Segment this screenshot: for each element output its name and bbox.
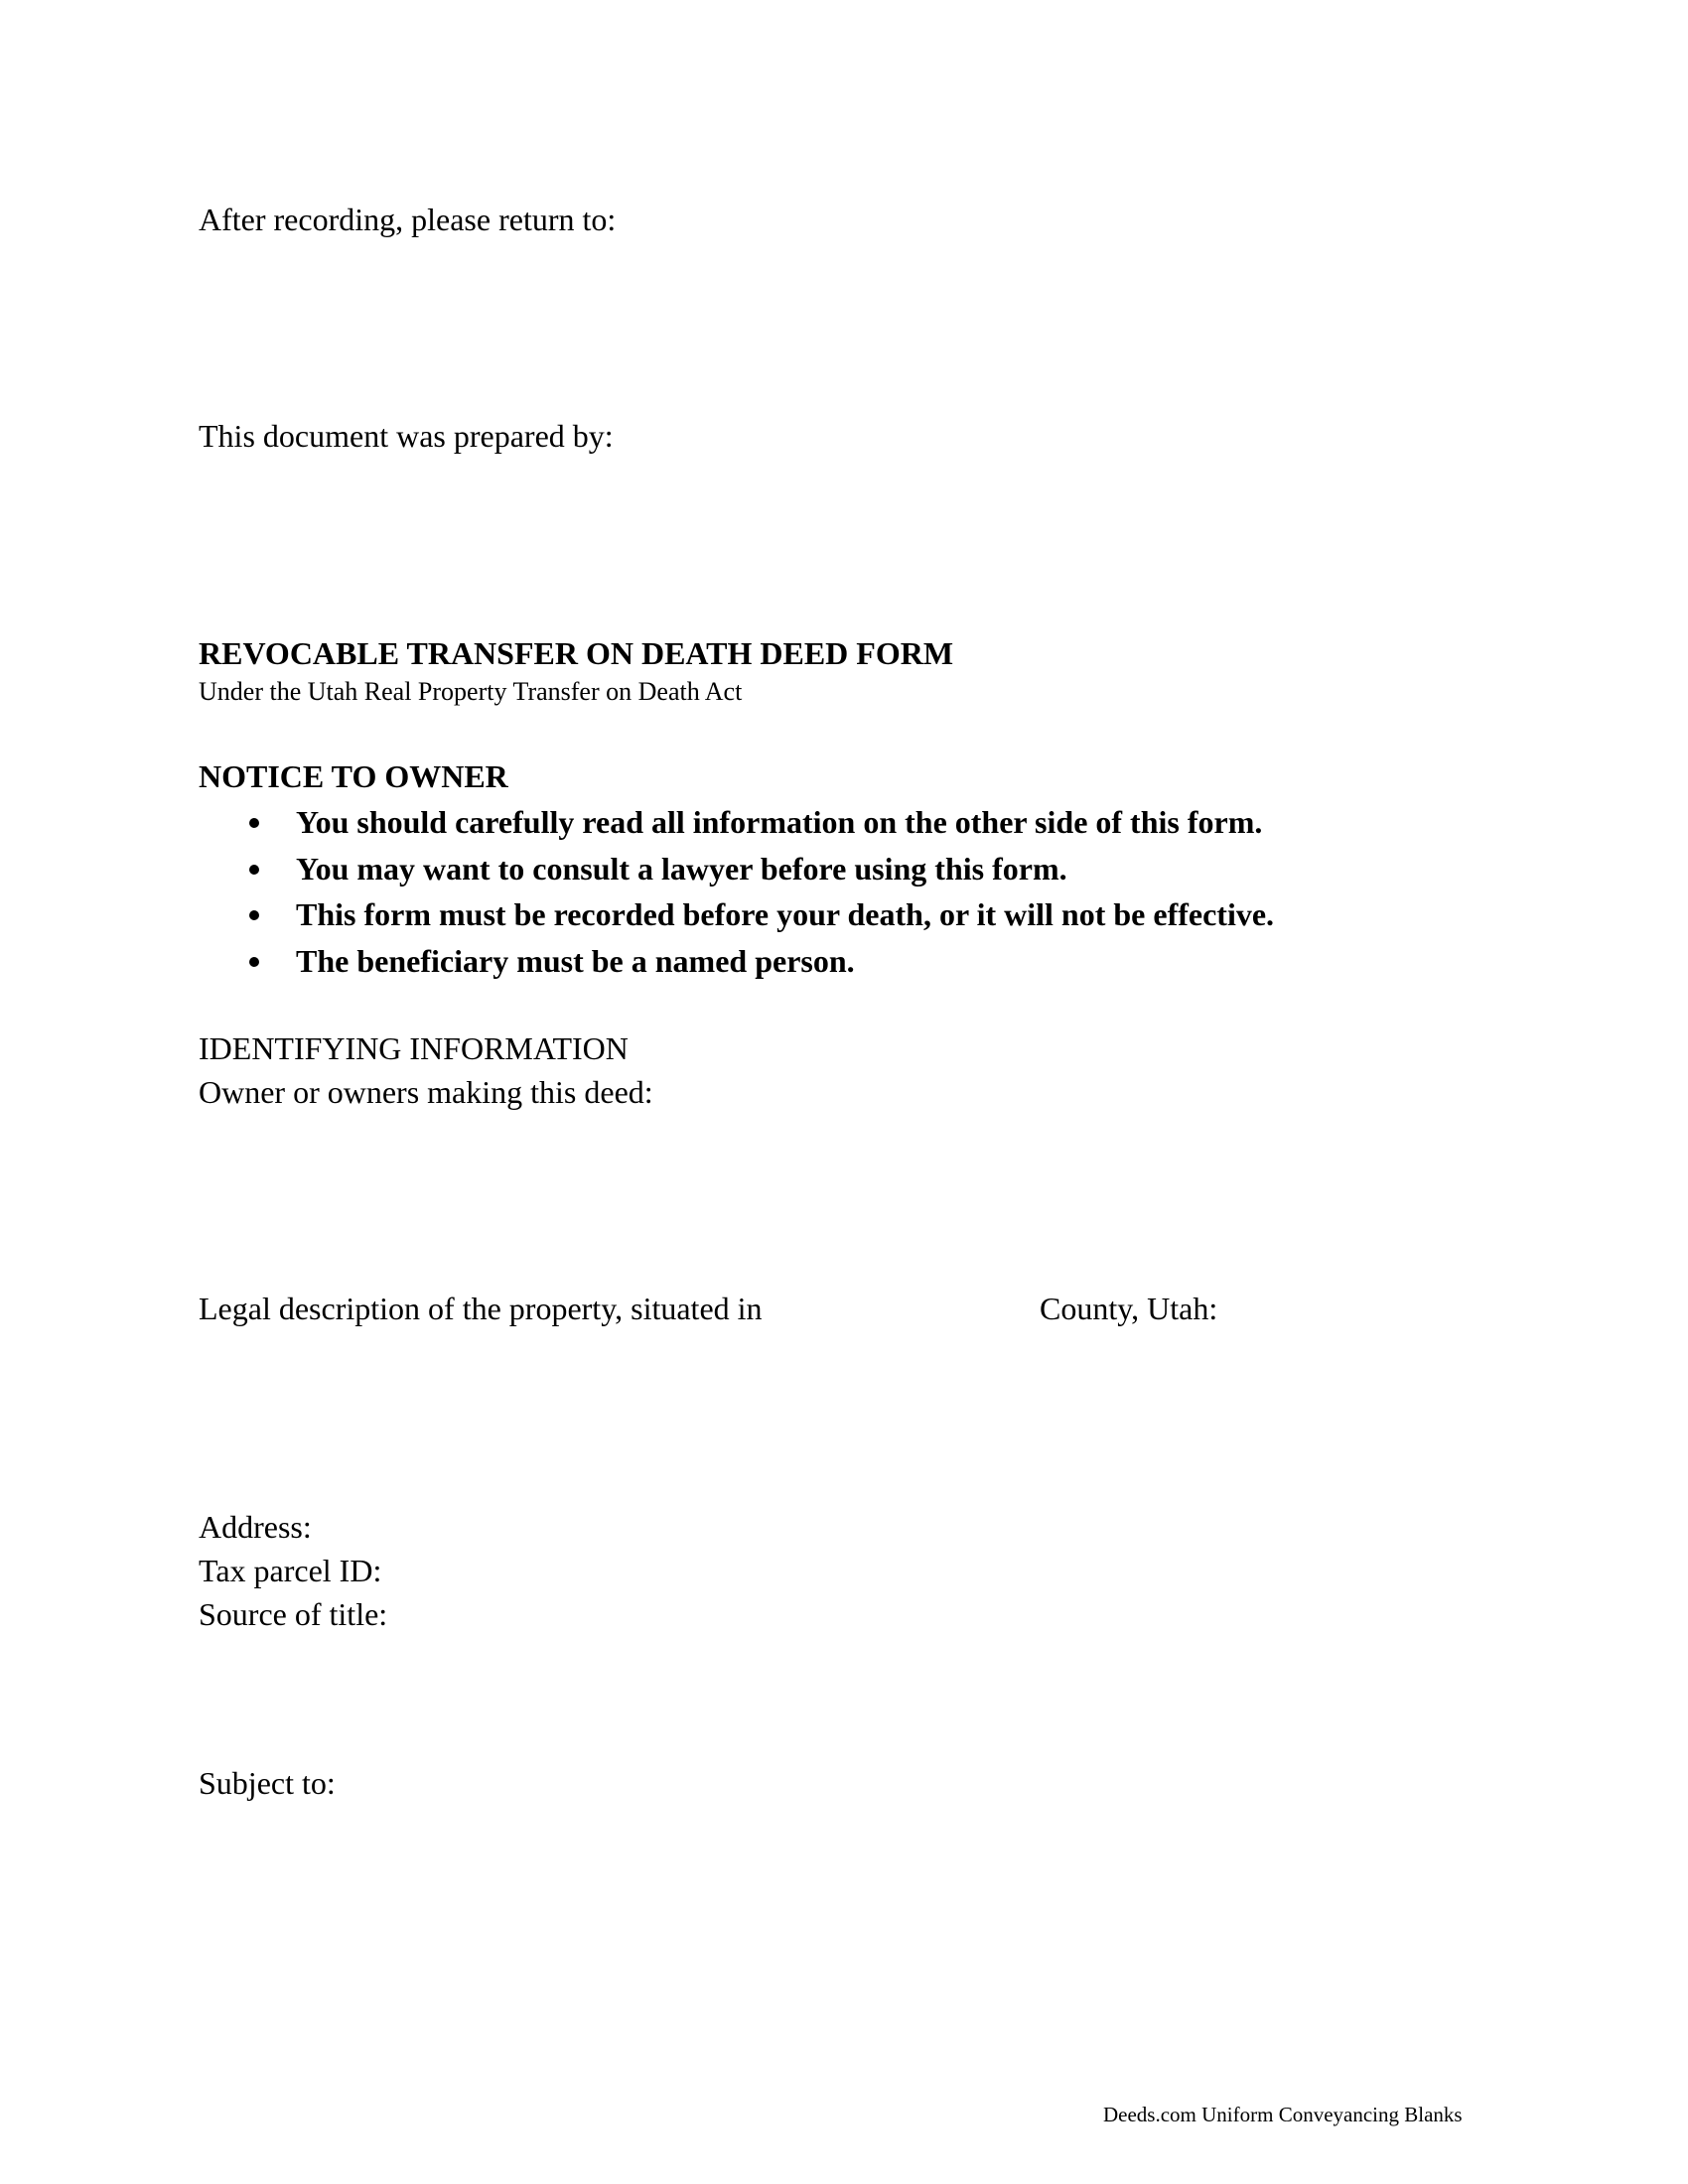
bullet-icon bbox=[249, 957, 259, 967]
document-subtitle: Under the Utah Real Property Transfer on Death Act bbox=[199, 677, 743, 706]
bullet-icon bbox=[249, 865, 259, 875]
notice-item-text: This form must be recorded before your death, or it will not be effective. bbox=[296, 896, 1275, 932]
notice-item-text: The beneficiary must be a named person. bbox=[296, 942, 855, 979]
bullet-icon bbox=[249, 818, 259, 828]
notice-heading: NOTICE TO OWNER bbox=[199, 758, 508, 794]
notice-item bbox=[242, 942, 1274, 992]
document-title: REVOCABLE TRANSFER ON DEATH DEED FORM bbox=[199, 635, 954, 671]
identifying-heading: IDENTIFYING INFORMATION bbox=[199, 1030, 629, 1066]
notice-item-text: You should carefully read all information on the other side of this form. bbox=[296, 804, 1263, 840]
legal-description-label: Legal description of the property, situated in bbox=[199, 1291, 763, 1326]
address-label: Address: bbox=[199, 1509, 312, 1545]
owners-label: Owner or owners making this deed: bbox=[199, 1074, 653, 1110]
county-label: County, Utah: bbox=[1040, 1291, 1218, 1326]
notice-item bbox=[242, 898, 1274, 945]
return-to-label: After recording, please return to: bbox=[199, 202, 617, 237]
notice-list bbox=[242, 806, 1274, 991]
subject-to-label: Subject to: bbox=[199, 1765, 336, 1801]
bullet-icon bbox=[249, 910, 259, 920]
notice-item bbox=[242, 806, 1274, 853]
notice-item bbox=[242, 850, 1274, 899]
prepared-by-label: This document was prepared by: bbox=[199, 418, 614, 454]
notice-item-text: You may want to consult a lawyer before using this form. bbox=[296, 850, 1067, 887]
source-of-title-label: Source of title: bbox=[199, 1596, 388, 1632]
footer-text: Deeds.com Uniform Conveyancing Blanks bbox=[1103, 2103, 1463, 2126]
tax-parcel-label: Tax parcel ID: bbox=[199, 1553, 382, 1588]
